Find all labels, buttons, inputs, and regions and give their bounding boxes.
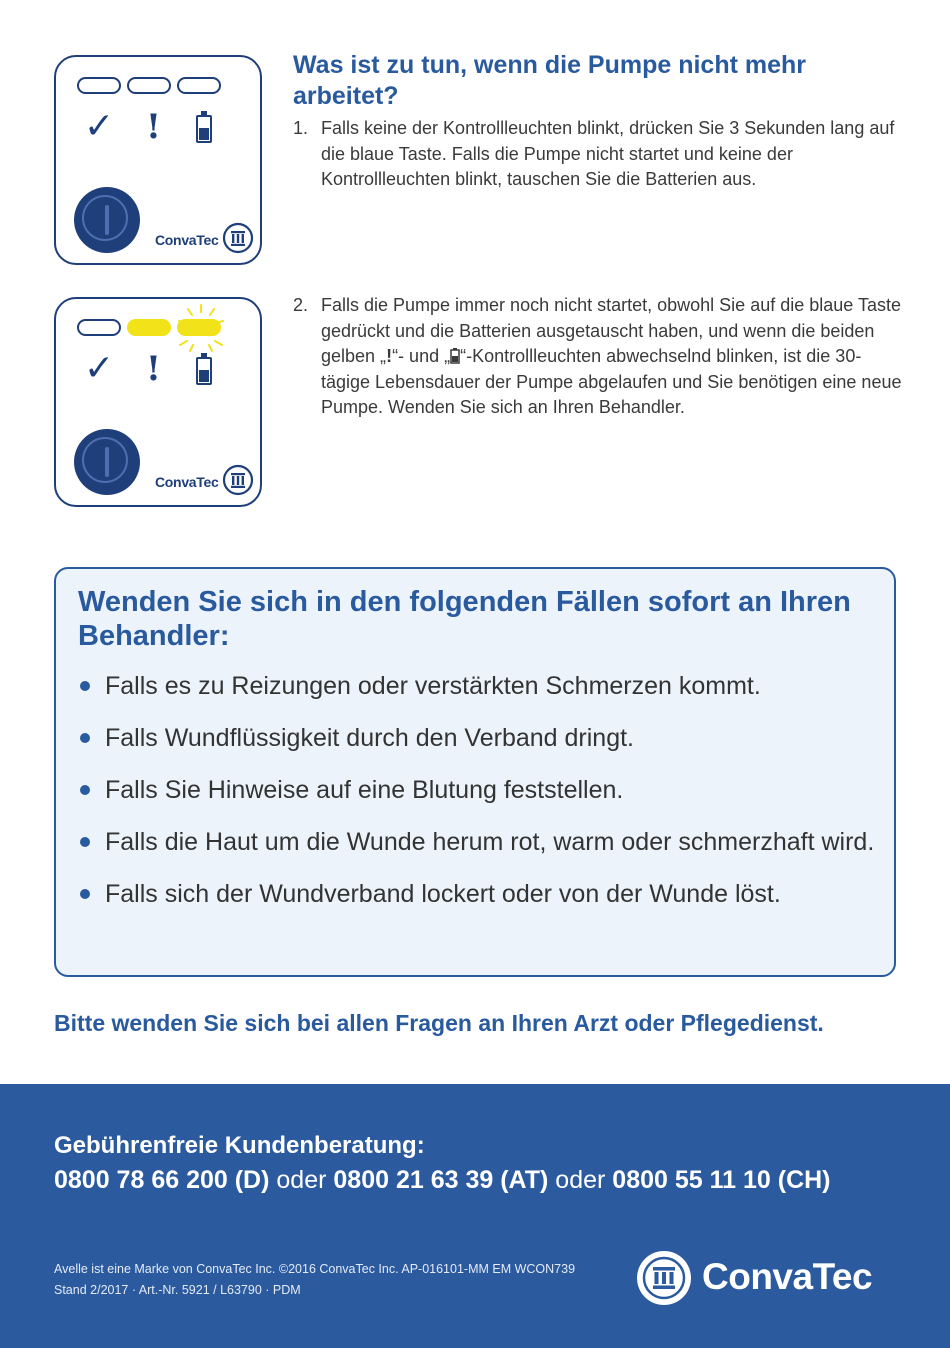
convatec-logo-icon [222,222,254,254]
step-1-number: 1. [293,118,309,138]
pump-illustration-expired [54,297,262,507]
status-led-2 [127,77,171,94]
list-item-text: Falls die Haut um die Wunde herum rot, warm oder schmerzhaft wird. [105,828,875,856]
check-icon: ✓ [84,348,115,389]
pump-brand-label: ConvaTec [155,232,219,248]
step-1 [293,116,903,193]
status-led-1 [77,319,121,336]
or-separator: oder [555,1166,606,1194]
phone-germany: 0800 78 66 200 (D) [54,1166,270,1194]
list-item-text: Falls Sie Hinweise auf eine Blutung feststellen. [105,776,624,804]
pump-brand-label: ConvaTec [155,474,219,490]
legal-text [54,1259,575,1301]
footer [0,1084,950,1348]
bullet-icon [80,733,90,743]
convatec-logo-icon [222,464,254,496]
contact-note: Bitte wenden Sie sich bei allen Fragen an Ihren Arzt oder Pflegedienst. [54,1010,824,1036]
check-icon: ✓ [84,106,115,147]
bullet-icon [80,681,90,691]
bullet-icon [80,837,90,847]
battery-icon [196,115,212,143]
list-item [78,719,878,757]
legal-line-2: Stand 2/2017 · Art.-Nr. 5921 / L63790 · PDM [54,1283,301,1297]
bullet-icon [80,785,90,795]
hotline-title: Gebührenfreie Kundenberatung: [54,1132,425,1159]
exclamation-icon: ! [146,349,161,389]
step-1-text: Falls keine der Kontrollleuchten blinkt, drücken Sie 3 Sekunden lang auf die blaue Taste. Falls die Pumpe nicht startet und keine der Kontrollleuchten blinkt, tauschen Sie die Batterien aus. [321,118,895,190]
step-2-text-end: “-Kontrollleuchten abwechselnd blinken, ist die 30-tägige Lebensdauer der Pumpe abgelaufen und Sie benötigen eine neue Pumpe. Wenden Sie sich an Ihren Behandler. [321,346,902,418]
power-button-icon [74,429,140,495]
status-led-2-lit [127,319,171,336]
bullet-icon [80,889,90,899]
list-item [78,667,878,705]
phone-switzerland: 0800 55 11 10 (CH) [612,1166,831,1194]
power-button-icon [74,187,140,253]
pump-illustration-normal [54,55,262,265]
hotline-numbers [54,1166,831,1195]
section-title: Was ist zu tun, wenn die Pumpe nicht mehr arbeitet? [293,51,807,110]
battery-icon [450,348,460,364]
list-item-text: Falls Wundflüssigkeit durch den Verband dringt. [105,724,635,752]
alert-title: Wenden Sie sich in den folgenden Fällen sofort an Ihren Behandler: [78,586,851,652]
or-separator: oder [276,1166,327,1194]
status-led-3 [177,77,221,94]
blink-rays-icon [176,303,226,353]
list-item [78,875,878,913]
battery-low-icon [196,357,212,385]
list-item [78,771,878,809]
phone-austria: 0800 21 63 39 (AT) [333,1166,549,1194]
step-2-text [321,293,903,421]
list-item [78,823,878,861]
step-2 [293,293,903,421]
list-item-text: Falls es zu Reizungen oder verstärkten Schmerzen kommt. [105,672,761,700]
step-2-number: 2. [293,295,309,315]
brand-logo-text: ConvaTec [702,1256,873,1297]
alert-list [78,667,878,927]
legal-line-1: Avelle ist eine Marke von ConvaTec Inc. ©2016 ConvaTec Inc. AP-016101-MM EM WCON739 [54,1262,576,1276]
convatec-logo-icon [636,1250,692,1306]
step-2-text-start: Falls die Pumpe immer noch nicht startet, obwohl Sie auf die blaue Taste gedrückt und die Batterien ausgetauscht haben, und wenn die beiden gelben „ [321,295,901,367]
step-2-text-mid: “- und „ [392,346,451,367]
contact-doctor-box [54,567,896,977]
status-led-1 [77,77,121,94]
list-item-text: Falls sich der Wundverband lockert oder von der Wunde löst. [105,880,781,908]
exclamation-icon: ! [146,107,161,147]
exclamation-icon: ! [386,346,393,367]
